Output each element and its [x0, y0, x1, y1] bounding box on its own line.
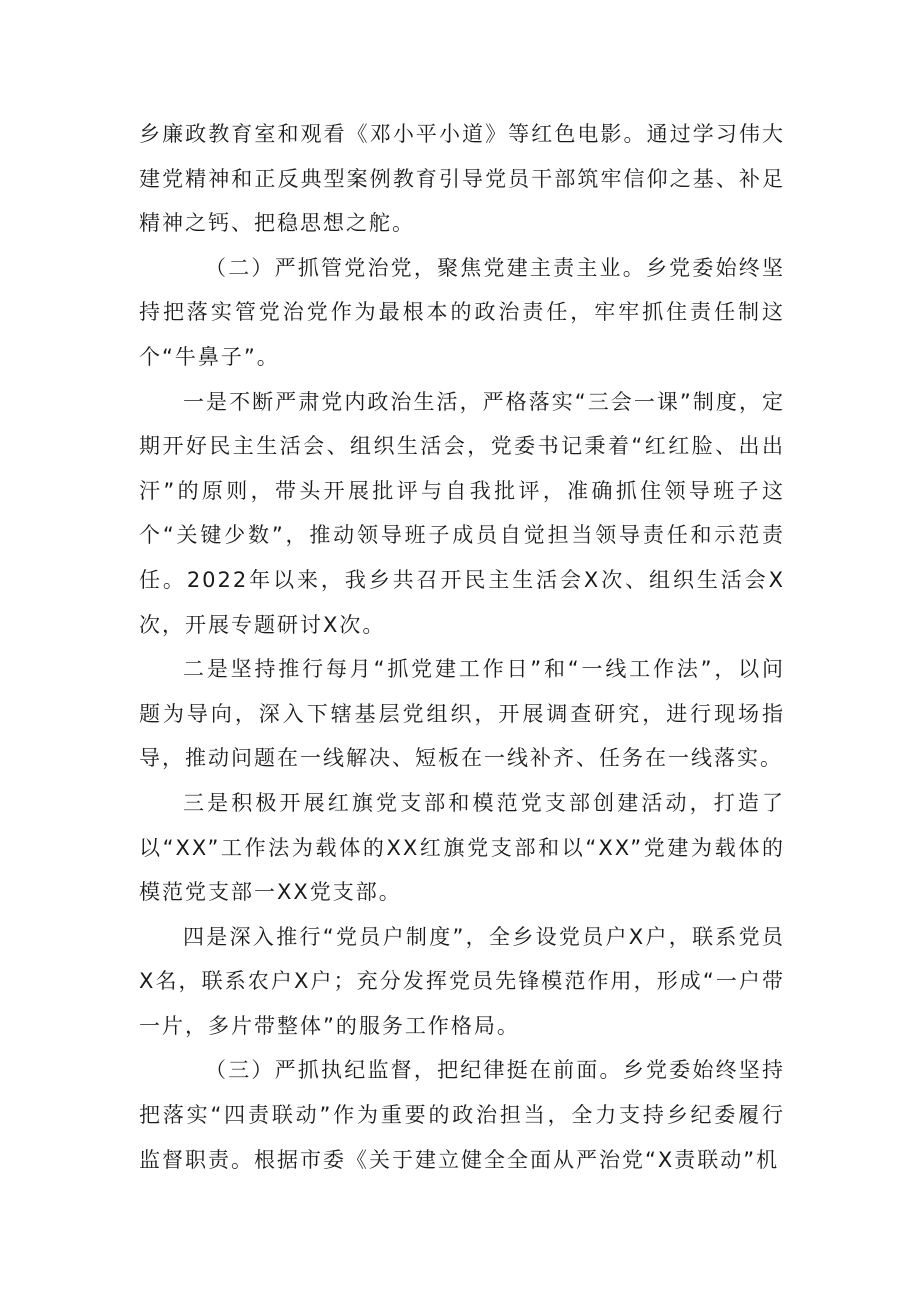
section-heading-two: （二）严抓管党治党，聚焦党建主责主业。乡党委始终坚持把落实管党治党作为最根本的政治责任，牢牢抓住责任制这个“牛鼻子”。: [139, 255, 785, 369]
paragraph-point-two: 二是坚持推行每月“抓党建工作日”和“一线工作法”，以问题为导向，深入下辖基层党组织，开展调查研究，进行现场指导，推动问题在一线解决、短板在一线补齐、任务在一线落实。: [139, 657, 785, 771]
paragraph-point-four: 四是深入推行“党员户制度”，全乡设党员户X户，联系党员X名，联系农户X户；充分发挥党员先锋模范作用，形成“一户带一片，多片带整体”的服务工作格局。: [139, 924, 785, 1038]
document-body: [139, 112, 785, 1182]
paragraph-point-one: 一是不断严肃党内政治生活，严格落实“三会一课”制度，定期开好民主生活会、组织生活会，党委书记秉着“红红脸、出出汗”的原则，带头开展批评与自我批评，准确抓住领导班子这个“关键少数”，推动领导班子成员自觉担当领导责任和示范责任。2022年以来，我乡共召开民主生活会X次、组织生活会X次，开展专题研讨X次。: [139, 389, 785, 637]
paragraph-point-three: 三是积极开展红旗党支部和模范党支部创建活动，打造了以“XX”工作法为载体的XX红旗党支部和以“XX”党建为载体的模范党支部一XX党支部。: [139, 790, 785, 905]
section-heading-three: （三）严抓执纪监督，把纪律挺在前面。乡党委始终坚持把落实“四责联动”作为重要的政治担当，全力支持乡纪委履行监督职责。根据市委《关于建立健全全面从严治党“X责联动”机: [139, 1058, 785, 1172]
paragraph-continuation: 乡廉政教育室和观看《邓小平小道》等红色电影。通过学习伟大建党精神和正反典型案例教育引导党员干部筑牢信仰之基、补足精神之钙、把稳思想之舵。: [139, 122, 785, 236]
